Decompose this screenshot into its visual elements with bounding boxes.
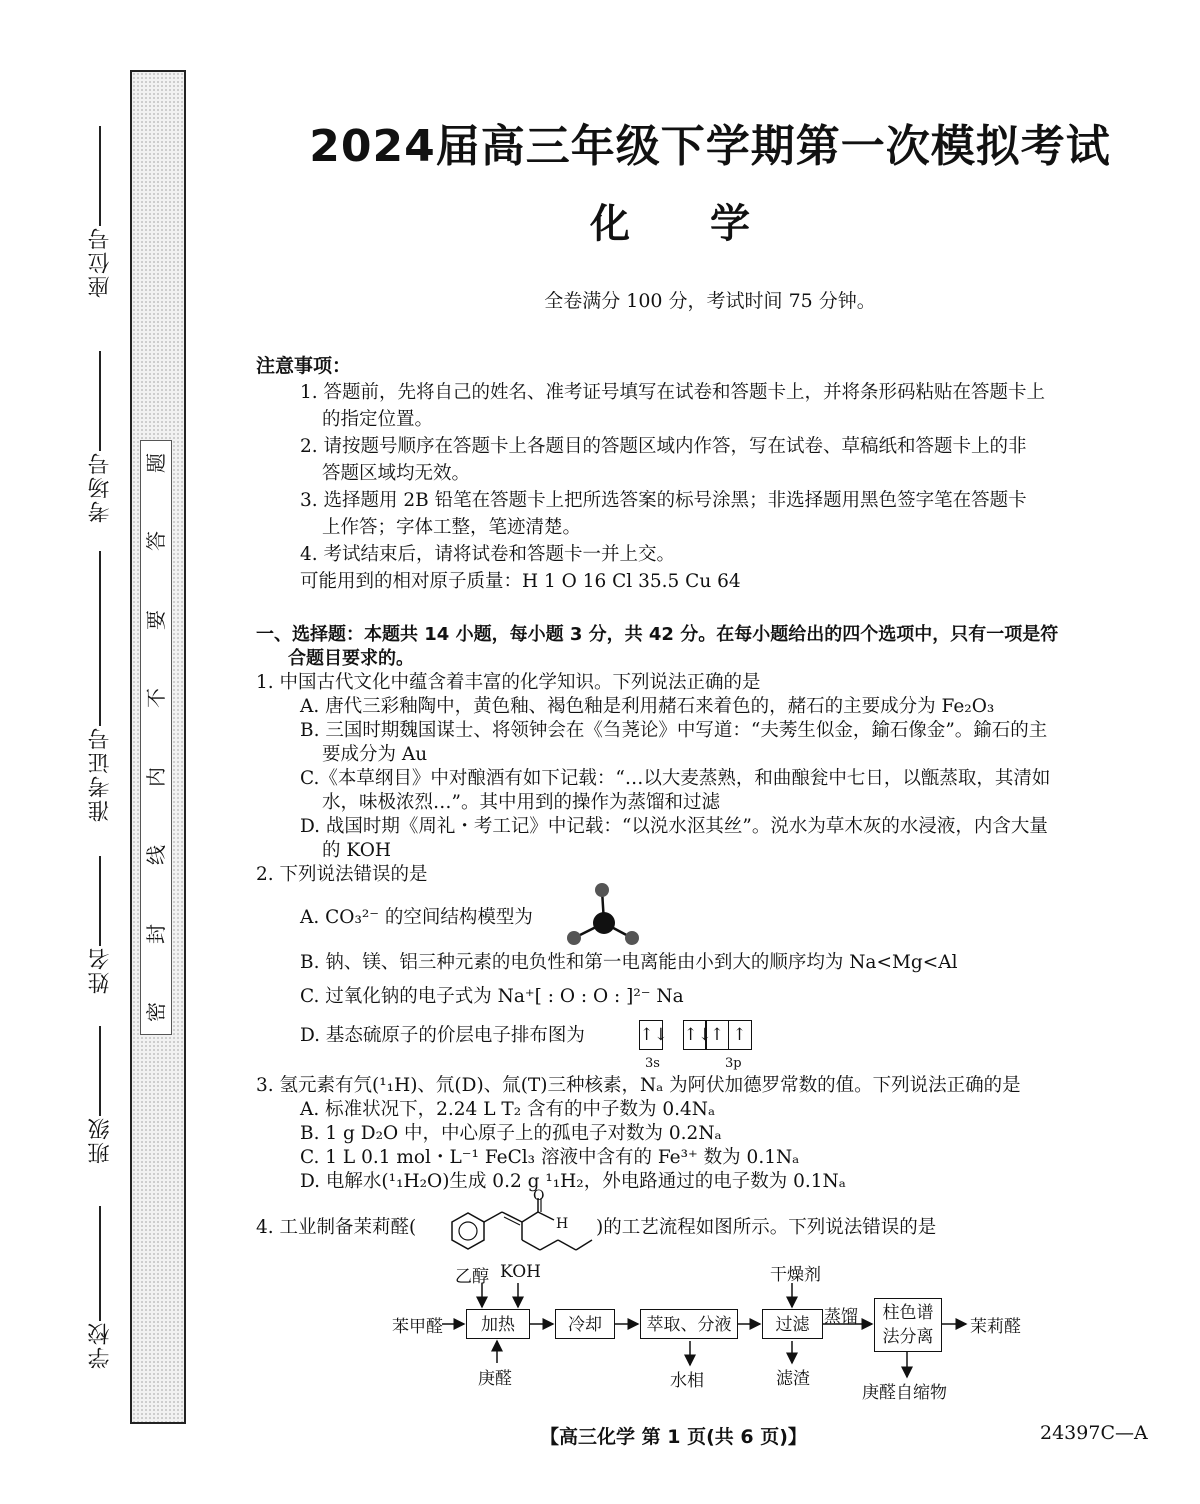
score-time-note: 全卷满分 100 分，考试时间 75 分钟。 [544, 290, 876, 312]
seal-char: 封 [144, 923, 168, 944]
flow-distill-label: 蒸馏 [824, 1307, 858, 1327]
class-label: 班级 [87, 1116, 113, 1164]
q1-option-d: D. 战国时期《周礼・考工记》中记载：“以涚水沤其丝”。涚水为草木灰的水浸液，内含大量 [300, 816, 1048, 837]
admission-number-field[interactable] [80, 545, 120, 822]
exam-room-field[interactable] [80, 345, 120, 523]
flow-box-column-line1: 柱色谱 [882, 1303, 934, 1323]
section-heading: 一、选择题：本题共 14 小题，每小题 3 分，共 42 分。在每小题给出的四个选项中，只有一项是符 [256, 624, 1059, 645]
atomic-mass-line: 可能用到的相对原子质量：H 1 O 16 Cl 35.5 Cu 64 [300, 571, 741, 592]
section-heading-cont: 合题目要求的。 [288, 648, 414, 669]
orbital-box: ↑ [728, 1020, 752, 1050]
seal-char: 密 [144, 1001, 168, 1022]
notice-line: 的指定位置。 [322, 409, 434, 430]
school-label: 学校 [87, 1321, 113, 1369]
name-label: 姓名 [87, 946, 113, 994]
seal-char: 答 [144, 531, 168, 552]
q3-stem: 3. 氢元素有氕(¹₁H)、氘(D)、氚(T)三种核素，Nₐ 为阿伏加德罗常数的值。下列说法正确的是 [256, 1075, 1021, 1096]
notice-line: 3. 选择题用 2B 铅笔在答题卡上把所选答案的标号涂黑；非选择题用黑色签字笔在答题卡 [300, 490, 1027, 511]
flow-box-extract: 萃取、分液 [640, 1309, 738, 1339]
notice-heading: 注意事项： [256, 355, 352, 377]
q2-option-d: D. 基态硫原子的价层电子排布图为 [300, 1025, 585, 1046]
q1-option-c-cont: 水，味极浓烈…”。其中用到的操作为蒸馏和过滤 [322, 792, 720, 813]
seat-number-label: 座位号 [87, 226, 113, 298]
q4-stem-pre: 4. 工业制备茉莉醛( [256, 1217, 417, 1238]
seal-char: 题 [144, 453, 168, 473]
orbital-3s-label: 3s [645, 1056, 660, 1071]
q3-option-a: A. 标准状况下，2.24 L T₂ 含有的中子数为 0.4Nₐ [300, 1099, 716, 1120]
flow-byproduct: 庚醛自缩物 [862, 1383, 947, 1403]
notice-line: 2. 请按题号顺序在答题卡上各题目的答题区域内作答，写在试卷、草稿纸和答题卡上的非 [300, 436, 1027, 457]
flow-reagent-koh: KOH [500, 1262, 542, 1282]
q2-option-a: A. CO₃²⁻ 的空间结构模型为 [300, 907, 533, 928]
flow-aqueous: 水相 [670, 1371, 704, 1391]
seat-number-field[interactable] [80, 120, 120, 298]
q3-option-c: C. 1 L 0.1 mol・L⁻¹ FeCl₃ 溶液中含有的 Fe³⁺ 数为 0.1Nₐ [300, 1147, 800, 1168]
flow-output: 茉莉醛 [970, 1317, 1021, 1337]
name-field[interactable] [80, 850, 120, 994]
seal-char: 线 [144, 845, 168, 866]
flow-drying-agent: 干燥剂 [770, 1265, 821, 1285]
exam-room-label: 考场号 [87, 451, 113, 523]
notice-line: 答题区域均无效。 [322, 463, 471, 484]
seal-char: 内 [144, 766, 168, 787]
q1-option-d-cont: 的 KOH [322, 840, 392, 861]
flow-box-column-line2: 法分离 [882, 1327, 934, 1347]
orbital-box: ↑ [705, 1020, 729, 1050]
q3-option-d: D. 电解水(¹₁H₂O)生成 0.2 g ¹₁H₂，外电路通过的电子数为 0.1Nₐ [300, 1171, 846, 1192]
structure-h-label: H [556, 1216, 569, 1232]
flow-reagent-heptanal: 庚醛 [478, 1369, 512, 1389]
q4-stem-post: )的工艺流程如图所示。下列说法错误的是 [596, 1217, 937, 1238]
flow-box-column [874, 1298, 942, 1352]
structure-o-label: O [533, 1188, 545, 1204]
orbital-3s [639, 1020, 668, 1050]
notice-line: 1. 答题前，先将自己的姓名、准考证号填写在试卷和答题卡上，并将条形码粘贴在答题卡上 [300, 382, 1046, 403]
flow-residue: 滤渣 [776, 1369, 810, 1389]
orbital-box: ↑↓ [639, 1020, 663, 1050]
seal-char: 不 [144, 688, 168, 709]
orbital-box: ↑↓ [683, 1020, 707, 1050]
carbonate-ball-stick-model [560, 878, 650, 950]
subject-title: 化学 [590, 201, 830, 247]
paper-code: 24397C—A [1040, 1422, 1148, 1444]
q1-option-c: C.《本草纲目》中对酿酒有如下记载：“…以大麦蒸熟，和曲酿瓮中七日，以甑蒸取，其清如 [300, 768, 1051, 789]
q2-stem: 2. 下列说法错误的是 [256, 864, 428, 885]
flow-box-cool: 冷却 [555, 1309, 615, 1339]
seal-line-box [140, 440, 172, 1035]
q1-option-b-cont: 要成分为 Au [322, 744, 428, 765]
notice-line: 4. 考试结束后，请将试卷和答题卡一并上交。 [300, 544, 676, 565]
q3-option-b: B. 1 g D₂O 中，中心原子上的孤电子对数为 0.2Nₐ [300, 1123, 722, 1144]
q2-option-c: C. 过氧化钠的电子式为 Na⁺[ : O : O : ]²⁻ Na [300, 986, 684, 1007]
notice-line: 上作答；字体工整，笔迹清楚。 [322, 517, 582, 538]
orbital-3p [684, 1020, 752, 1050]
class-field[interactable] [80, 1020, 120, 1164]
q1-option-a: A. 唐代三彩釉陶中，黄色釉、褐色釉是利用赭石来着色的，赭石的主要成分为 Fe₂O₃ [300, 696, 995, 717]
flow-input: 苯甲醛 [392, 1317, 443, 1337]
jasminaldehyde-structure [430, 1192, 610, 1262]
q1-option-b: B. 三国时期魏国谋士、将领钟会在《刍荛论》中写道：“夫莠生似金，鍮石像金”。鍮石的主 [300, 720, 1048, 741]
seal-char: 要 [144, 609, 168, 630]
orbital-3p-label: 3p [725, 1056, 742, 1071]
flow-box-filter: 过滤 [762, 1309, 823, 1339]
flow-box-heat: 加热 [466, 1309, 530, 1339]
admission-number-label: 准考证号 [87, 726, 113, 822]
page-footer: 【高三化学 第 1 页(共 6 页)】 [540, 1426, 807, 1448]
exam-title: 2024届高三年级下学期第一次模拟考试 [309, 121, 1111, 172]
school-field[interactable] [80, 1200, 120, 1369]
flow-reagent-ethanol: 乙醇 [455, 1267, 489, 1287]
q1-stem: 1. 中国古代文化中蕴含着丰富的化学知识。下列说法正确的是 [256, 672, 761, 693]
q2-option-b: B. 钠、镁、铝三种元素的电负性和第一电离能由小到大的顺序均为 Na<Mg<Al [300, 952, 958, 973]
